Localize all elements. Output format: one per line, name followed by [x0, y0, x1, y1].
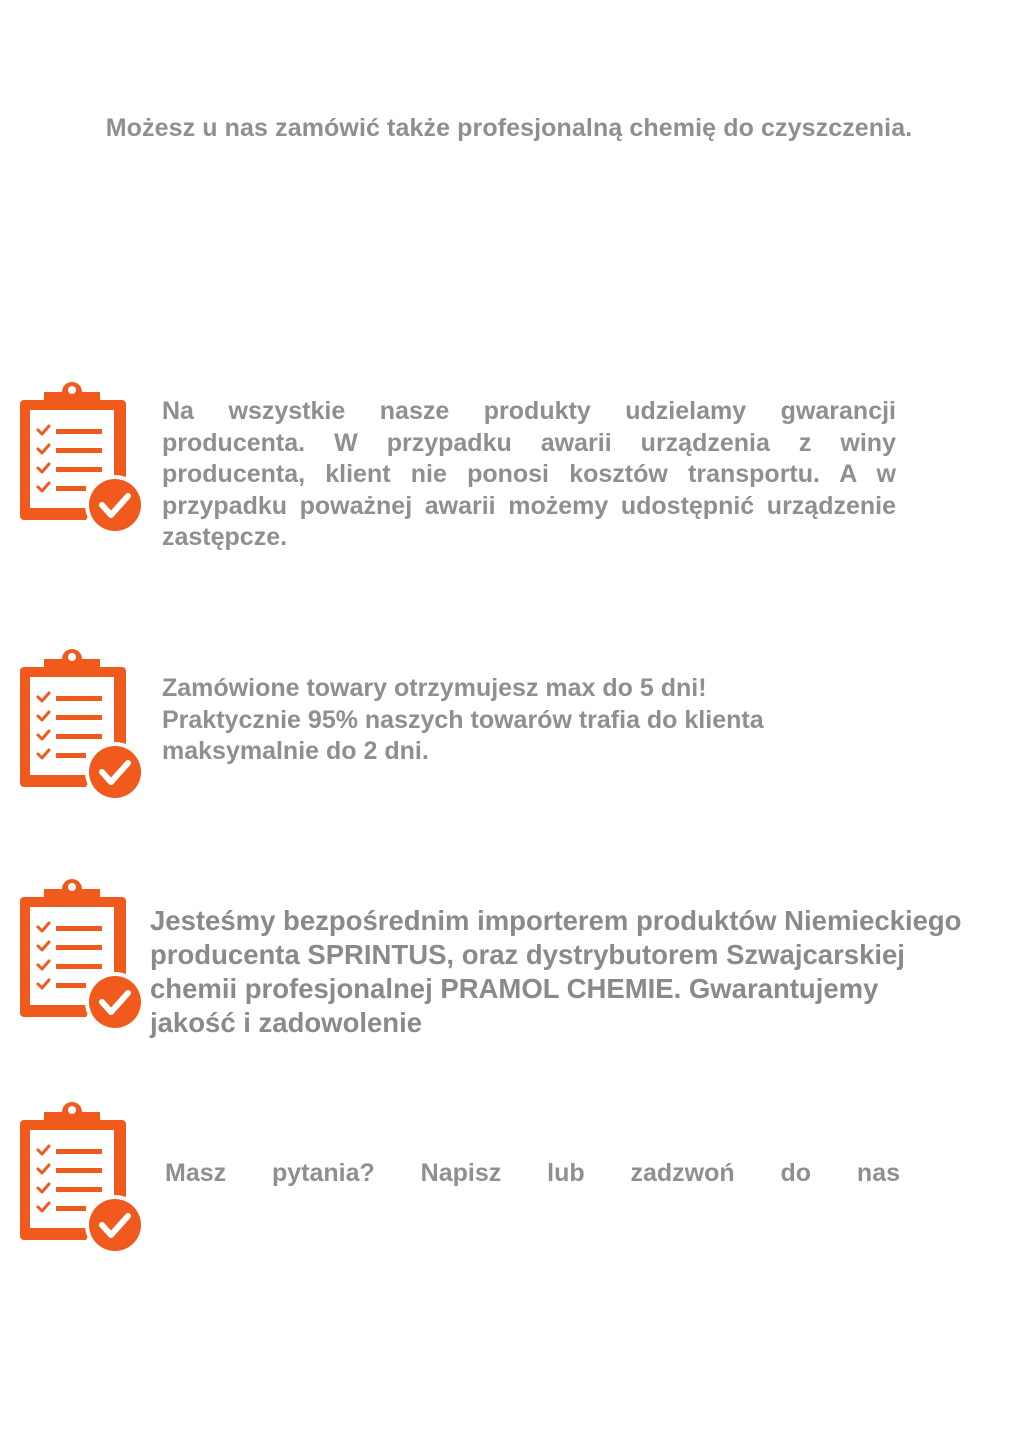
delivery-line: maksymalnie do 2 dni. — [162, 737, 429, 765]
clipboard-check-icon — [14, 1098, 146, 1258]
warranty-text: Na wszystkie nasze produkty udzielamy gwarancji producenta. W przypadku awarii urządzenia z winy producenta, klient nie ponosi kosztów transportu. A w przypadku poważnej awarii możemy udostępnić urządzenie zastępcze. — [162, 397, 896, 551]
delivery-text — [162, 673, 922, 768]
contact-text: Masz pytania? Napisz lub zadzwoń do nas — [165, 1159, 900, 1187]
importer-line: chemii profesjonalnej PRAMOL CHEMIE. Gwarantujemy — [150, 973, 879, 1004]
delivery-line: Zamówione towary otrzymujesz max do 5 dni! — [162, 674, 707, 702]
importer-line: Jesteśmy bezpośrednim importerem produktów Niemieckiego — [150, 905, 962, 936]
clipboard-check-icon — [14, 875, 146, 1035]
delivery-line: Praktycznie 95% naszych towarów trafia do klienta — [162, 705, 764, 734]
clipboard-check-icon — [14, 645, 146, 805]
importer-line: jakość i zadowolenie — [150, 1007, 423, 1038]
clipboard-check-icon — [14, 378, 146, 538]
importer-line: producenta SPRINTUS, oraz dystrybutorem Szwajcarskiej — [150, 939, 905, 970]
intro-heading: Możesz u nas zamówić także profesjonalną chemię do czyszczenia. — [105, 114, 913, 142]
importer-text — [150, 904, 995, 1040]
